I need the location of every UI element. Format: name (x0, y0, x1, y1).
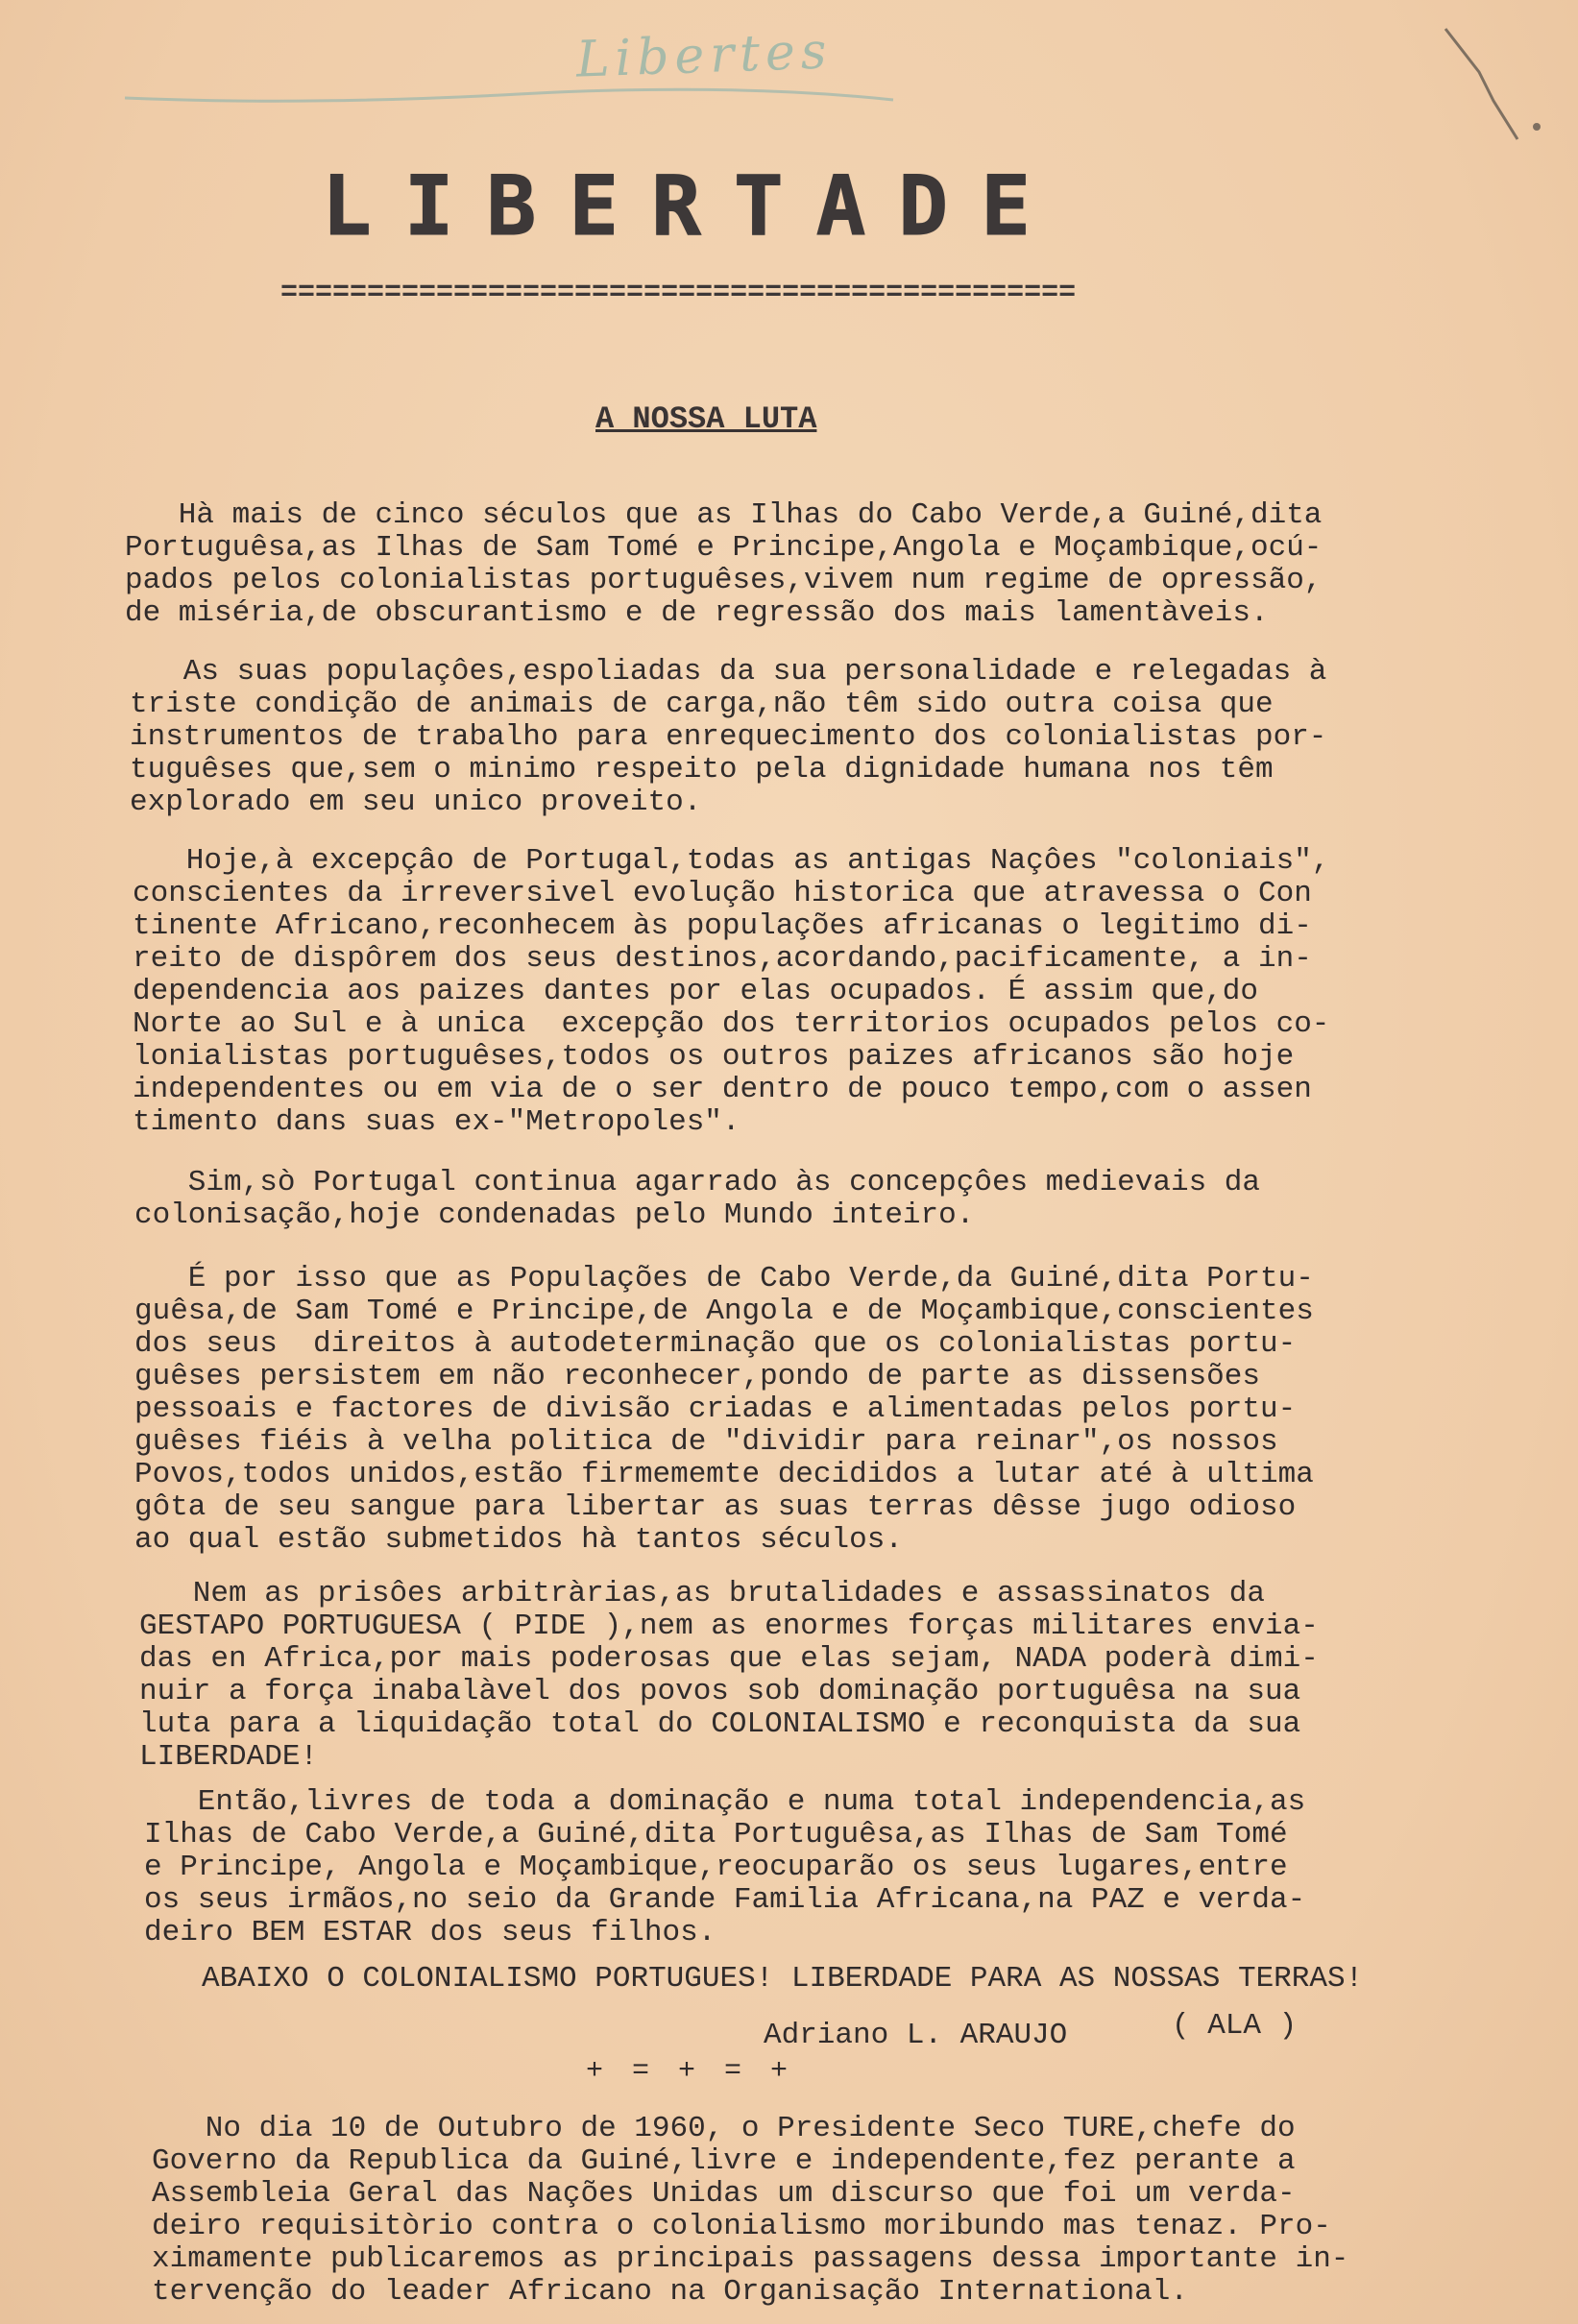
author-group: ( ALA ) (1172, 2009, 1298, 2043)
masthead-title: LIBERTADE (322, 158, 1063, 254)
section-divider: + = + = + (586, 2055, 794, 2088)
handwritten-note: Libertes (575, 22, 834, 89)
paragraph: Então,livres de toda a dominação e numa total independencia,as Ilhas de Cabo Verde,a Guiné,dita Portuguêsa,as Ilhas de Sam Tomé e Principe, Angola e Moçambique,reocuparão os seus lugares,entre os seus irmãos,no seio da Grande Familia Africana,na PAZ e verda- deiro BEM ESTAR dos seus filhos. (144, 1785, 1306, 1949)
paragraph: Sim,sò Portugal continua agarrado às concepçôes medievais da colonisação,hoje condenadas pelo Mundo inteiro. (134, 1166, 1260, 1232)
pencil-underline (115, 77, 903, 115)
paragraph: As suas populaçôes,espoliadas da sua personalidade e relegadas à triste condição de animais de carga,não têm sido outra coisa que instrumentos de trabalho para enrequecimento dos colonialistas por- tuguêses que,sem o minimo respeito pela dignidade humana nos têm explorado em seu unico proveito. (130, 655, 1327, 819)
paragraph: Nem as prisôes arbitràrias,as brutalidades e assassinatos da GESTAPO PORTUGUESA ( PIDE ),nem as enormes forças militares envia- das en Africa,por mais poderosas que elas sejam, NADA poderà dimi- nuir a força inabalàvel dos povos sob dominação portuguêsa na sua luta para a liquidação total do COLONIALISMO e reconquista da sua LIBERDADE! (139, 1577, 1319, 1774)
closing-paragraph: No dia 10 de Outubro de 1960, o Presidente Seco TURE,chefe do Governo da Republica da Guiné,livre e independente,fez perante a Assembleia Geral das Nações Unidas um discurso que foi um verda- deiro requisitòrio contra o colonialismo moribundo mas tenaz. Pro- ximamente publicaremos as principais passagens dessa importante in- tervenção do leader Africano na Organisação International. (152, 2112, 1349, 2309)
slogan: ABAIXO O COLONIALISMO PORTUGUES! LIBERDADE PARA AS NOSSAS TERRAS! (202, 1962, 1364, 1996)
corner-ink-mark (1441, 19, 1556, 144)
paragraph: Hà mais de cinco séculos que as Ilhas do Cabo Verde,a Guiné,dita Portuguêsa,as Ilhas de Sam Tomé e Principe,Angola e Moçambique,ocú- pados pelos colonialistas portuguêses,vivem num regime de opressão, de miséria,de obscurantismo e de regressão dos mais lamentàveis. (125, 498, 1323, 630)
author-name: Adriano L. ARAUJO (764, 2019, 1068, 2052)
masthead-rule: ============================================== (280, 277, 1077, 309)
section-title: A NOSSA LUTA (595, 401, 817, 437)
paragraph: É por isso que as Populações de Cabo Verde,da Guiné,dita Portu- guêsa,de Sam Tomé e Principe,de Angola e de Moçambique,conscientes dos seus direitos à autodeterminação que os colonialistas portu- guêses persistem em não reconhecer,pondo de parte as dissensões pessoais e factores de divisão criadas e alimentadas pelos portu- guêses fiéis à velha politica de "dividir para reinar",os nossos Povos,todos unidos,estão firmememte decididos a lutar até à ultima gôta de seu sangue para libertar as suas terras dêsse jugo odioso ao qual estão submetidos hà tantos séculos. (134, 1262, 1314, 1557)
paragraph: Hoje,à excepçâo de Portugal,todas as antigas Naçôes "coloniais", conscientes da irreversivel evolução historica que atravessa o Con tinente Africano,reconhecem às populações africanas o legitimo di- reito de dispôrem dos seus destinos,acordando,pacificamente, a in- dependencia aos paizes dantes por elas ocupados. É assim que,do Norte ao Sul e à unica excepção dos territorios ocupados pelos co- lonialistas portuguêses,todos os outros paizes africanos são hoje independentes ou em via de o ser dentro de pouco tempo,com o assen timento dans suas ex-"Metropoles". (133, 844, 1330, 1139)
